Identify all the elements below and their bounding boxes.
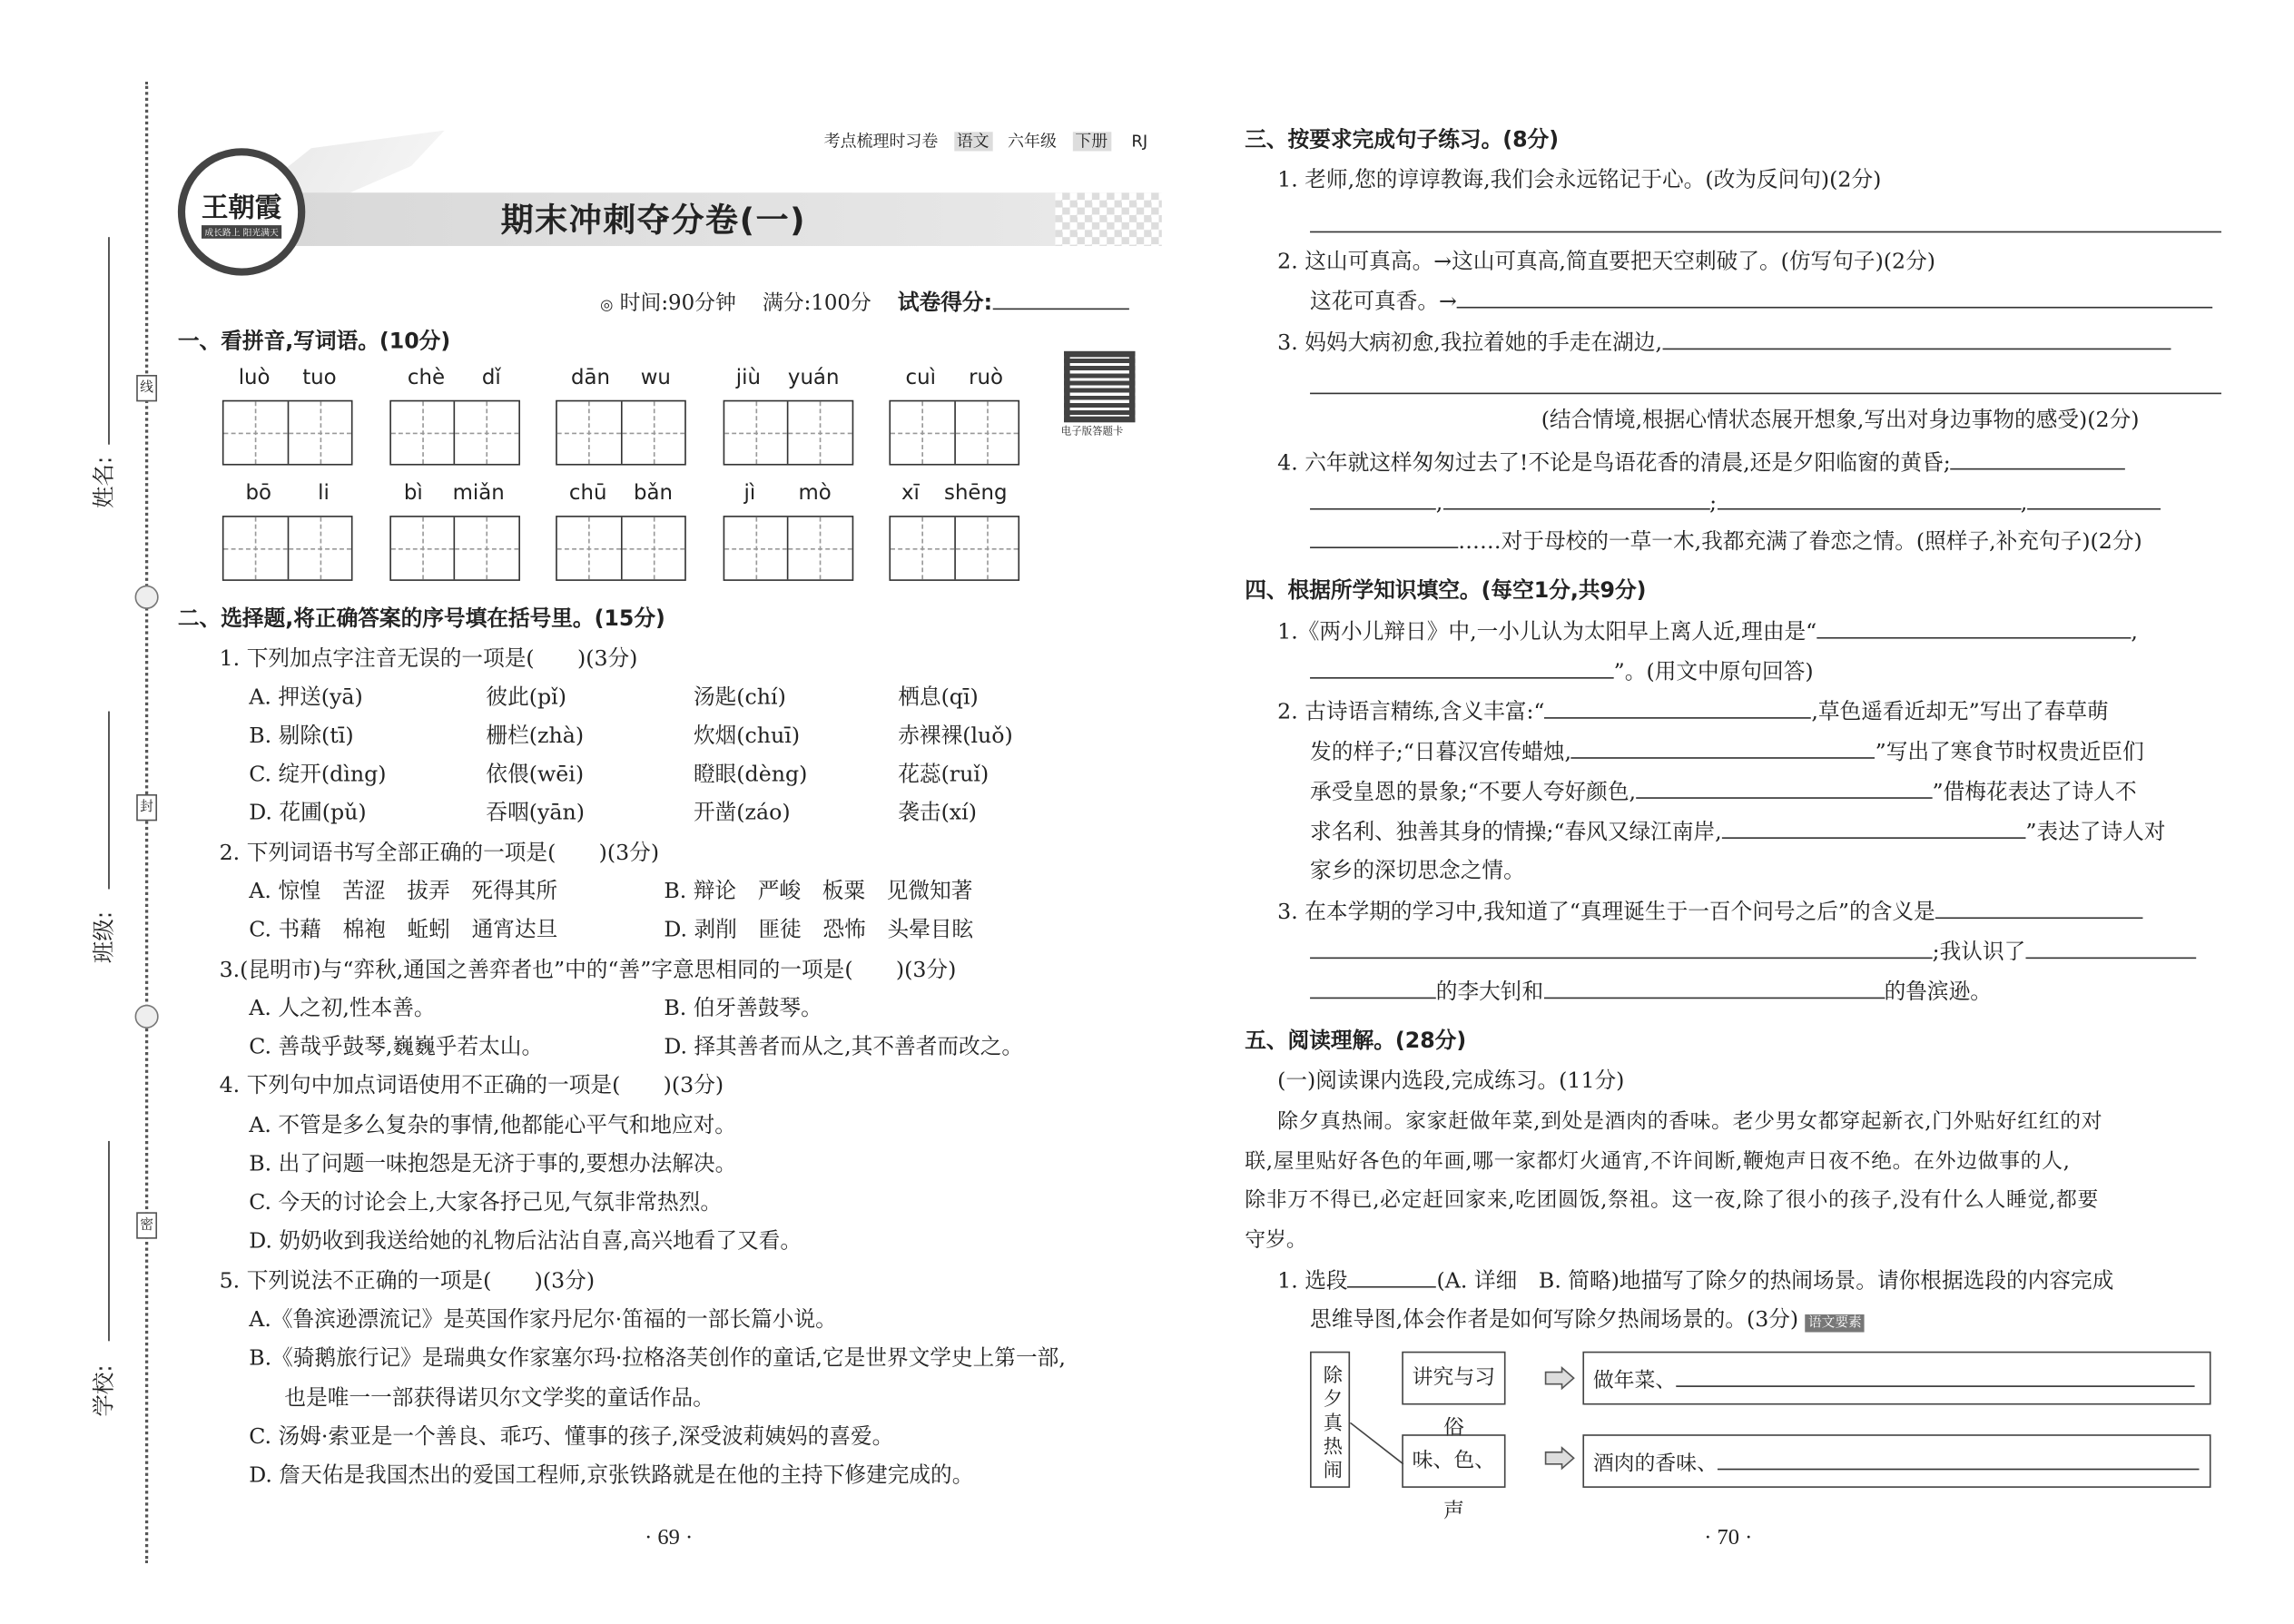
answer-option[interactable]: B.《骑鹅旅行记》是瑞典女作家塞尔玛·拉格洛芙创作的童话,它是世界文学史上第一部, xyxy=(249,1347,1066,1372)
answer-option[interactable]: C. 绽开(dìng) xyxy=(249,763,387,787)
pinyin-label xyxy=(723,482,853,506)
character-cell[interactable] xyxy=(455,401,517,464)
writing-box[interactable] xyxy=(556,516,686,581)
character-cell[interactable] xyxy=(223,401,288,464)
answer-line[interactable] xyxy=(1816,616,2131,638)
key-element-badge: 语文要素 xyxy=(1806,1314,1865,1333)
name-field-line[interactable] xyxy=(108,237,110,445)
answer-option[interactable]: A. 人之初,性本善。 xyxy=(249,997,436,1021)
fill-q2-text: 家乡的深切思念之情。 xyxy=(1310,859,1525,883)
fill-q2-text: 承受皇恩的景象;“不要人夸好颜色, xyxy=(1310,781,1637,805)
character-cell[interactable] xyxy=(289,401,351,464)
series-header xyxy=(824,127,1148,157)
fill-q1: 1.《两小儿辩日》中,一小儿认为太阳早上离人近,理由是“ xyxy=(1277,620,1817,645)
sentence-q3-hint: (结合情境,根据心情状态展开想象,写出对身边事物的感受)(2分) xyxy=(1541,408,2140,433)
answer-option[interactable]: 汤匙(chí) xyxy=(693,685,786,710)
fill-q2-text: ”写出了寒食节时权贵近臣们 xyxy=(1875,741,2144,765)
logo-text: 王朝霞 xyxy=(202,192,282,223)
pinyin-syllable: yuán xyxy=(787,366,840,390)
answer-line[interactable] xyxy=(1310,656,1614,678)
answer-line[interactable] xyxy=(1310,527,1458,548)
writing-box[interactable] xyxy=(889,516,1019,581)
pinyin-label xyxy=(556,366,686,389)
volume: 下册 xyxy=(1072,132,1110,151)
character-cell[interactable] xyxy=(788,401,851,464)
answer-line[interactable] xyxy=(1636,776,1932,798)
page-number-right: · 70 · xyxy=(1704,1526,1753,1550)
punctuation: ; xyxy=(1709,491,1718,517)
answer-option[interactable]: 炊烟(chuī) xyxy=(693,724,801,749)
punctuation: , xyxy=(2020,491,2028,517)
character-cell[interactable] xyxy=(455,517,517,580)
answer-option[interactable]: A. 惊惶 苦涩 拔弄 死得其所 xyxy=(249,880,558,904)
score-label: 试卷得分: xyxy=(897,291,993,316)
fill-q2-text: ”表达了诗人对 xyxy=(2025,821,2166,845)
seal-mark: 封 xyxy=(136,794,157,821)
answer-line[interactable] xyxy=(1545,696,1812,718)
answer-option[interactable]: C. 今天的讨论会上,大家各抒己见,气氛非常热烈。 xyxy=(249,1191,723,1216)
pinyin-label xyxy=(556,482,686,506)
answer-option[interactable]: D. 奶奶收到我送给她的礼物后沾沾自喜,高兴地看了又看。 xyxy=(249,1229,802,1255)
pinyin-syllable: miǎn xyxy=(452,481,505,506)
answer-option[interactable]: D. 择其善者而从之,其不善者而改之。 xyxy=(664,1036,1024,1060)
class-label: 班级: xyxy=(90,910,118,964)
fill-q2-text: 求名利、独善其身的情操;“春风又绿江南岸, xyxy=(1310,821,1722,845)
answer-option[interactable]: 赤裸裸(luǒ) xyxy=(898,724,1013,749)
character-cell[interactable] xyxy=(557,401,622,464)
answer-option[interactable]: A. 不管是多么复杂的事情,他都能心平气和地应对。 xyxy=(249,1114,736,1138)
mindmap-leaf-2 xyxy=(1582,1434,2210,1488)
character-cell[interactable] xyxy=(724,517,788,580)
mindmap-leaf-text: 酒肉的香味、 xyxy=(1592,1452,1718,1476)
fill-q2: 2. 古诗语言精练,含义丰富:“ xyxy=(1277,701,1545,725)
logo-slogan: 成长路上 阳光满天 xyxy=(202,224,281,238)
grade: 六年级 xyxy=(1008,132,1057,152)
mindmap-branch-2: 味、色、声 xyxy=(1402,1434,1505,1488)
arrow-right-icon xyxy=(1544,1446,1577,1470)
pinyin-syllable: bō xyxy=(245,481,271,506)
character-cell[interactable] xyxy=(724,401,788,464)
pinyin-syllable: tuo xyxy=(302,366,337,390)
answer-option[interactable]: 开凿(záo) xyxy=(693,802,791,826)
answer-option[interactable]: B. 伯牙善鼓琴。 xyxy=(664,997,822,1021)
fill-q3: 3. 在本学期的学习中,我知道了“真理诞生于一百个问号之后”的含义是 xyxy=(1277,901,1935,925)
pinyin-syllable: bǎn xyxy=(634,481,674,506)
answer-option[interactable]: 吞咽(yān) xyxy=(486,802,585,826)
page-number-left: · 69 · xyxy=(645,1526,694,1550)
character-cell[interactable] xyxy=(390,517,455,580)
section-2-title: 二、选择题,将正确答案的序号填在括号里。(15分) xyxy=(177,607,665,632)
pinyin-syllable: dān xyxy=(571,366,611,390)
sentence-q1: 1. 老师,您的谆谆教诲,我们会永远铭记于心。(改为反问句)(2分) xyxy=(1277,169,1882,193)
answer-option[interactable]: A.《鲁滨逊漂流记》是英国作家丹尼尔·笛福的一部长篇小说。 xyxy=(249,1308,837,1333)
answer-option[interactable]: C. 书藉 棉袍 蚯蚓 通宵达旦 xyxy=(249,919,558,943)
answer-line[interactable] xyxy=(1310,369,2221,394)
binding-knot-icon xyxy=(135,586,159,609)
pinyin-syllable: ruò xyxy=(969,366,1003,390)
answer-line[interactable] xyxy=(1457,286,2213,308)
answer-option[interactable]: B. 剔除(tī) xyxy=(249,724,354,749)
pinyin-label xyxy=(389,482,520,506)
answer-line[interactable] xyxy=(1662,328,2171,349)
fill-q3-text: 的鲁滨逊。 xyxy=(1884,980,1992,1005)
clock-icon: ◎ xyxy=(600,298,614,315)
character-cell[interactable] xyxy=(955,517,1018,580)
edition: RJ xyxy=(1131,132,1148,152)
pinyin-syllable: wu xyxy=(640,366,671,390)
writing-box[interactable] xyxy=(389,516,520,581)
answer-option[interactable]: 栖息(qī) xyxy=(898,685,979,710)
pinyin-label xyxy=(389,366,520,389)
answer-line[interactable] xyxy=(1310,208,2221,233)
answer-line[interactable] xyxy=(1442,487,1709,509)
answer-line[interactable] xyxy=(1543,977,1884,999)
answer-option[interactable]: B. 出了问题一味抱怨是无济于事的,要想办法解决。 xyxy=(249,1153,737,1177)
answer-option[interactable]: 瞪眼(dèng) xyxy=(693,763,808,787)
reading-subtitle: (一)阅读课内选段,完成练习。(11分) xyxy=(1277,1069,1625,1094)
answer-option[interactable]: 栅栏(zhà) xyxy=(486,724,585,749)
pinyin-label xyxy=(723,366,853,389)
punctuation: , xyxy=(2131,620,2138,645)
fill-q3-text: 的李大钊和 xyxy=(1435,980,1544,1005)
answer-line[interactable] xyxy=(1310,937,1933,959)
checker-decoration xyxy=(1055,192,1162,246)
writing-box[interactable] xyxy=(723,400,853,466)
brand-logo xyxy=(178,148,305,275)
qr-caption: 电子版答题卡 xyxy=(1060,425,1124,438)
pinyin-syllable: dǐ xyxy=(481,366,501,390)
answer-option[interactable]: A. 押送(yā) xyxy=(249,685,363,710)
question-stem: 5. 下列说法不正确的一项是( )(3分) xyxy=(219,1269,596,1294)
binding-knot-icon xyxy=(135,1005,159,1029)
passage-line: 守岁。 xyxy=(1245,1228,1307,1253)
class-field-line[interactable] xyxy=(108,712,110,890)
pinyin-syllable: li xyxy=(318,481,330,506)
writing-box[interactable] xyxy=(222,400,353,466)
answer-option[interactable]: D. 剥削 匪徒 恐怖 头晕目眩 xyxy=(664,919,974,943)
writing-box[interactable] xyxy=(889,400,1019,466)
question-stem: 1. 下列加点字注音无误的一项是( )(3分) xyxy=(219,647,638,672)
answer-option[interactable]: 彼此(pǐ) xyxy=(486,685,566,710)
character-cell[interactable] xyxy=(557,517,622,580)
answer-line[interactable] xyxy=(1935,897,2143,919)
pinyin-label xyxy=(222,366,353,389)
answer-line[interactable] xyxy=(1951,448,2126,469)
answer-line[interactable] xyxy=(2027,487,2161,509)
school-label: 学校: xyxy=(90,1364,118,1417)
pinyin-syllable: cuì xyxy=(905,366,936,390)
answer-line[interactable] xyxy=(1717,487,2021,509)
section-3-title: 三、按要求完成句子练习。(8分) xyxy=(1245,129,1560,153)
sentence-q2-prompt: 这花可真香。→ xyxy=(1310,290,1457,315)
exam-info xyxy=(600,288,1128,322)
answer-line[interactable] xyxy=(1571,736,1876,758)
page-title: 期末冲刺夺分卷(一) xyxy=(500,202,807,241)
answer-line[interactable] xyxy=(1310,977,1436,999)
fill-q2-text: ”借梅花表达了诗人不 xyxy=(1932,781,2137,805)
character-cell[interactable] xyxy=(788,517,851,580)
character-cell[interactable] xyxy=(223,517,288,580)
answer-option[interactable]: 花蕊(ruǐ) xyxy=(898,763,989,787)
mindmap-leaf-text: 做年菜、 xyxy=(1592,1369,1677,1393)
pinyin-syllable: luò xyxy=(238,366,271,390)
fill-q2-text: ,草色遥看近却无”写出了春草萌 xyxy=(1811,701,2109,725)
answer-option[interactable]: D. 花圃(pǔ) xyxy=(249,802,367,826)
full-score: 满分:100分 xyxy=(762,291,871,316)
character-cell[interactable] xyxy=(622,517,684,580)
character-cell[interactable] xyxy=(955,401,1018,464)
mindmap-connector xyxy=(1350,1422,1409,1467)
name-label: 姓名: xyxy=(90,456,118,508)
sentence-q3: 3. 妈妈大病初愈,我拉着她的手走在湖边, xyxy=(1277,331,1663,356)
reading-q1: 1. 选段 xyxy=(1277,1269,1348,1294)
passage-line: 除非万不得已,必定赶回家来,吃团圆饭,祭祖。这一夜,除了很小的孩子,没有什么人睡觉,都要 xyxy=(1245,1188,2099,1213)
score-input[interactable] xyxy=(992,288,1128,310)
pinyin-syllable: chū xyxy=(568,481,607,506)
character-cell[interactable] xyxy=(289,517,351,580)
mindmap-branch-1: 讲究与习俗 xyxy=(1402,1352,1505,1405)
answer-option[interactable]: B. 辩论 严峻 板粟 见微知著 xyxy=(664,880,973,904)
character-cell[interactable] xyxy=(390,401,455,464)
arrow-right-icon xyxy=(1544,1366,1577,1390)
reading-q1-text: (A. 详细 B. 简略)地描写了除夕的热闹场景。请你根据选段的内容完成 xyxy=(1436,1269,2114,1294)
passage-line: 联,屋里贴好各色的年画,哪一家都灯火通宵,不许间断,鞭炮声日夜不绝。在外边做事的人, xyxy=(1245,1149,2071,1174)
answer-line[interactable] xyxy=(2025,937,2196,959)
mindmap-root: 除夕真热闹 xyxy=(1310,1352,1350,1488)
pinyin-syllable: jiù xyxy=(735,366,761,390)
section-1-title: 一、看拼音,写词语。(10分) xyxy=(177,330,451,355)
sentence-q2: 2. 这山可真高。→这山可真高,简直要把天空刺破了。(仿写句子)(2分) xyxy=(1277,250,1936,274)
character-cell[interactable] xyxy=(622,401,684,464)
qr-code[interactable] xyxy=(1064,351,1135,422)
series-name: 考点梳理时习卷 xyxy=(823,132,939,152)
section-5-title: 五、阅读理解。(28分) xyxy=(1245,1029,1467,1054)
pinyin-syllable: mò xyxy=(798,481,832,506)
pinyin-syllable: shēng xyxy=(944,481,1008,506)
passage-line: 除夕真热闹。家家赶做年菜,到处是酒肉的香味。老少男女都穿起新衣,门外贴好红红的对 xyxy=(1277,1109,2103,1134)
answer-line[interactable] xyxy=(1676,1364,2194,1386)
pinyin-syllable: jì xyxy=(743,481,756,506)
pinyin-syllable: bì xyxy=(403,481,423,506)
writing-box[interactable] xyxy=(222,516,353,581)
section-4-title: 四、根据所学知识填空。(每空1分,共9分) xyxy=(1245,579,1647,604)
seal-mark: 线 xyxy=(136,375,157,401)
answer-option[interactable]: 袭击(xí) xyxy=(898,802,977,826)
character-cell[interactable] xyxy=(891,401,955,464)
answer-option[interactable]: C. 汤姆·索亚是一个善良、乖巧、懂事的孩子,深受波莉姨妈的喜爱。 xyxy=(249,1425,894,1450)
writing-box[interactable] xyxy=(389,400,520,466)
sentence-q4: 4. 六年就这样匆匆过去了!不论是鸟语花香的清晨,还是夕阳临窗的黄昏; xyxy=(1277,451,1951,477)
writing-box[interactable] xyxy=(556,400,686,466)
school-field-line[interactable] xyxy=(108,1141,110,1341)
fill-q3-text: ;我认识了 xyxy=(1932,940,2026,965)
pinyin-label xyxy=(889,482,1019,506)
question-stem: 4. 下列句中加点词语使用不正确的一项是( )(3分) xyxy=(219,1074,724,1098)
pinyin-syllable: chè xyxy=(407,366,446,390)
mindmap-leaf-1 xyxy=(1582,1352,2210,1405)
writing-box[interactable] xyxy=(723,516,853,581)
pinyin-label xyxy=(889,366,1019,389)
reading-q1-text: 思维导图,体会作者是如何写除夕热闹场景的。(3分) xyxy=(1310,1308,1799,1333)
punctuation: , xyxy=(1435,491,1443,517)
answer-option-continued[interactable]: 也是唯一一部获得诺贝尔文学奖的童话作品。 xyxy=(284,1386,714,1411)
fill-q2-text: 发的样子;“日暮汉宫传蜡烛, xyxy=(1310,741,1572,765)
answer-option[interactable]: 依偎(wēi) xyxy=(486,763,585,787)
question-stem: 3.(昆明市)与“弈秋,通国之善弈者也”中的“善”字意思相同的一项是( )(3分) xyxy=(219,959,957,983)
subject: 语文 xyxy=(953,132,991,151)
time-limit: 时间:90分钟 xyxy=(619,291,736,316)
answer-blank[interactable] xyxy=(1348,1265,1437,1287)
answer-option[interactable]: C. 善哉乎鼓琴,巍巍乎若太山。 xyxy=(249,1036,544,1060)
answer-line[interactable] xyxy=(1722,816,2026,838)
seal-mark: 密 xyxy=(136,1212,157,1238)
fill-q1-end: ”。(用文中原句回答) xyxy=(1613,661,1814,685)
binding-dotted-line xyxy=(145,82,148,1563)
answer-line[interactable] xyxy=(1718,1448,2200,1470)
answer-option[interactable]: D. 詹天佑是我国杰出的爱国工程师,京张铁路就是在他的主持下修建完成的。 xyxy=(249,1464,974,1489)
character-cell[interactable] xyxy=(891,517,955,580)
question-stem: 2. 下列词语书写全部正确的一项是( )(3分) xyxy=(219,842,660,866)
pinyin-syllable: xī xyxy=(901,481,920,506)
sentence-q4-end: ……对于母校的一草一木,我都充满了眷恋之情。(照样子,补充句子)(2分) xyxy=(1458,530,2142,555)
answer-line[interactable] xyxy=(1310,487,1436,509)
pinyin-label xyxy=(222,482,353,506)
